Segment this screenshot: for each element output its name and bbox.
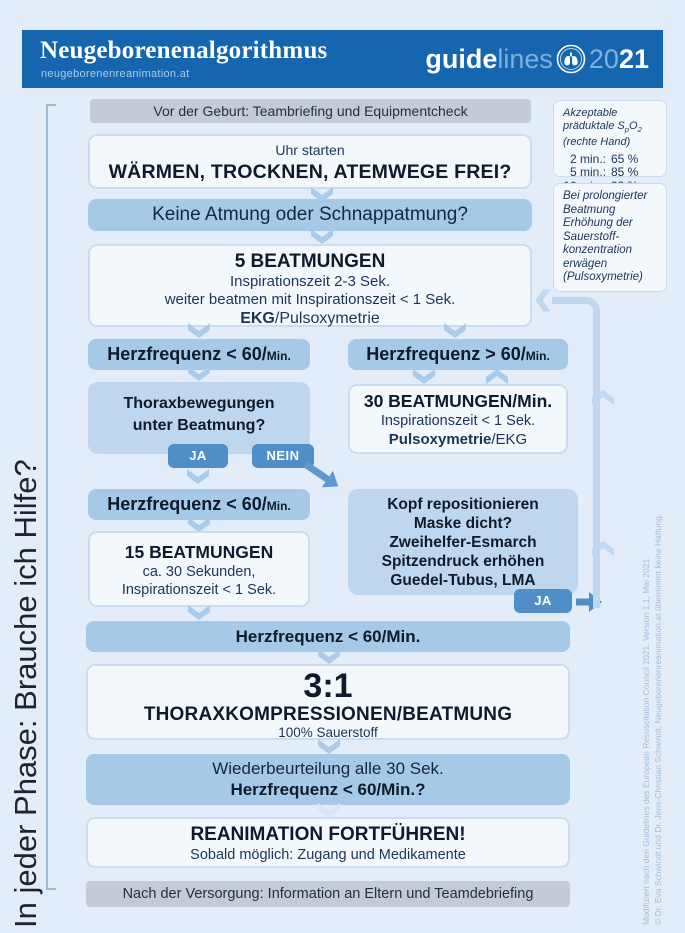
reassess-line2: Herzfrequenz < 60/Min.?: [230, 780, 426, 799]
logo-lines-text: lines: [497, 43, 553, 74]
post-care-banner: Nach der Versorgung: Information an Eltern und Teamdebriefing: [86, 881, 570, 907]
attribution-text: [641, 377, 664, 925]
spo2-row: 2 min.: 65 %: [569, 151, 639, 166]
phase-question: In jeder Phase: Brauche ich Hilfe?: [8, 459, 43, 928]
page-title: Neugeborenenalgorithmus: [40, 37, 328, 64]
fifteen-breaths-sub1: ca. 30 Sekunden,: [142, 564, 256, 580]
warm-dry-title: WÄRMEN, TROCKNEN, ATEMWEGE FREI?: [108, 161, 512, 183]
hr-below-60-box-2: Herzfrequenz < 60/Min.: [88, 489, 310, 520]
thirty-breaths-sub: Inspirationszeit < 1 Sek.: [380, 413, 536, 429]
guidelines-logo: [425, 30, 649, 88]
flow-arrow-down: [311, 229, 333, 244]
ratio-title: 3:1: [303, 667, 353, 705]
phase-bracket: [46, 104, 56, 890]
reassess-box: [86, 754, 570, 805]
attribution-line1: Modifiziert nach den Guidelines des European Resuscitation Council 2021. Version 1.1, Mai 2021: [641, 558, 651, 925]
reposition-line: Kopf repositionieren: [387, 496, 539, 513]
fifteen-breaths-sub2: Inspirationszeit < 1 Sek.: [121, 582, 277, 598]
fifteen-breaths-title: 15 BEATMUNGEN: [124, 542, 274, 562]
logo-guide-text: guide: [425, 43, 498, 74]
reposition-line: Maske dicht?: [413, 515, 513, 532]
spo2-title-line3: (rechte Hand): [563, 136, 631, 149]
no-breathing-box: Keine Atmung oder Schnappatmung?: [88, 199, 532, 231]
ja-button: JA: [168, 444, 228, 468]
chest-movement-line1: Thoraxbewegungen: [123, 395, 275, 412]
reposition-line: Zweihelfer-Esmarch: [389, 534, 537, 551]
reposition-line: Spitzendruck erhöhen: [381, 553, 545, 570]
reposition-ja-button: JA: [514, 589, 572, 613]
reassess-line1: Wiederbeurteilung alle 30 Sek.: [212, 759, 444, 778]
five-breaths-monitoring: EKG/Pulsoxymetrie: [240, 310, 380, 327]
five-breaths-box: [88, 244, 532, 327]
five-breaths-sub1: Inspirationszeit 2-3 Sek.: [229, 273, 391, 290]
ratio-box: [86, 664, 570, 740]
reposition-line: Guedel-Tubus, LMA: [390, 572, 536, 589]
spo2-row: 5 min.: 85 %: [569, 165, 639, 180]
logo-year-bold: 21: [618, 43, 649, 74]
continue-sub: Sobald möglich: Zugang und Medikamente: [190, 847, 466, 863]
prolonged-ventilation-note: [553, 183, 667, 292]
thirty-breaths-box: [348, 384, 568, 454]
loop-line: [552, 297, 600, 608]
chest-movement-line2: unter Beatmung?: [132, 417, 266, 434]
nein-arrow: [299, 456, 343, 495]
continue-title: REANIMATION FORTFÜHREN!: [190, 824, 466, 845]
flow-arrow-down: [413, 369, 435, 384]
prolonged-note-text: Bei prolongierter Beatmung Erhöhung der Sauerstoff- konzentration erwägen (Pulsoxymetrie): [563, 190, 648, 283]
warm-dry-subtitle: Uhr starten: [275, 142, 345, 158]
hr-below-60-box-1: Herzfrequenz < 60/Min.: [88, 339, 310, 370]
logo-year-light: 20: [588, 43, 619, 74]
five-breaths-sub2: weiter beatmen mit Inspirationszeit < 1 Sek.: [164, 291, 456, 308]
ratio-sub1: THORAXKOMPRESSIONEN/BEATMUNG: [143, 704, 513, 725]
continue-resuscitation-box: [86, 817, 570, 868]
flow-arrow-up: [486, 369, 508, 384]
flow-arrow-down: [187, 469, 209, 484]
warm-dry-box: [88, 134, 532, 189]
lungs-logo-icon: [555, 43, 587, 75]
ratio-sub2: 100% Sauerstoff: [278, 725, 378, 740]
thirty-breaths-monitoring: Pulsoxymetrie/EKG: [388, 431, 528, 448]
header-bar: [22, 30, 663, 88]
five-breaths-title: 5 BEATMUNGEN: [234, 251, 386, 272]
spo2-reference-card: [553, 100, 667, 180]
hr-above-60-box: Herzfrequenz > 60/Min.: [348, 339, 568, 370]
flow-arrow-down: [318, 803, 340, 818]
attribution-line2: © Dr. Eva Schwindt und Dr. Jens-Christian Schwindt. Neugeborenenreanimation.at übernimmt keine Haftung.: [652, 513, 663, 925]
fifteen-breaths-box: [88, 531, 310, 607]
hr-below-60-wide-box: Herzfrequenz < 60/Min.: [86, 621, 570, 652]
thirty-breaths-title: 30 BEATMUNGEN/Min.: [363, 391, 553, 411]
flow-arrow-down: [318, 739, 340, 754]
website-link: neugeborenenreanimation.at: [41, 68, 190, 80]
spo2-title-line2: präduktale $S_pO_2$: [563, 119, 642, 134]
spo2-title-line1: Akzeptable: [563, 107, 618, 119]
nein-button: NEIN: [252, 444, 314, 468]
reposition-box: [348, 489, 578, 595]
pre-birth-banner: Vor der Geburt: Teambriefing und Equipmentcheck: [90, 99, 531, 123]
flow-arrow-left: [536, 290, 551, 312]
flow-arrow-down: [188, 605, 210, 620]
